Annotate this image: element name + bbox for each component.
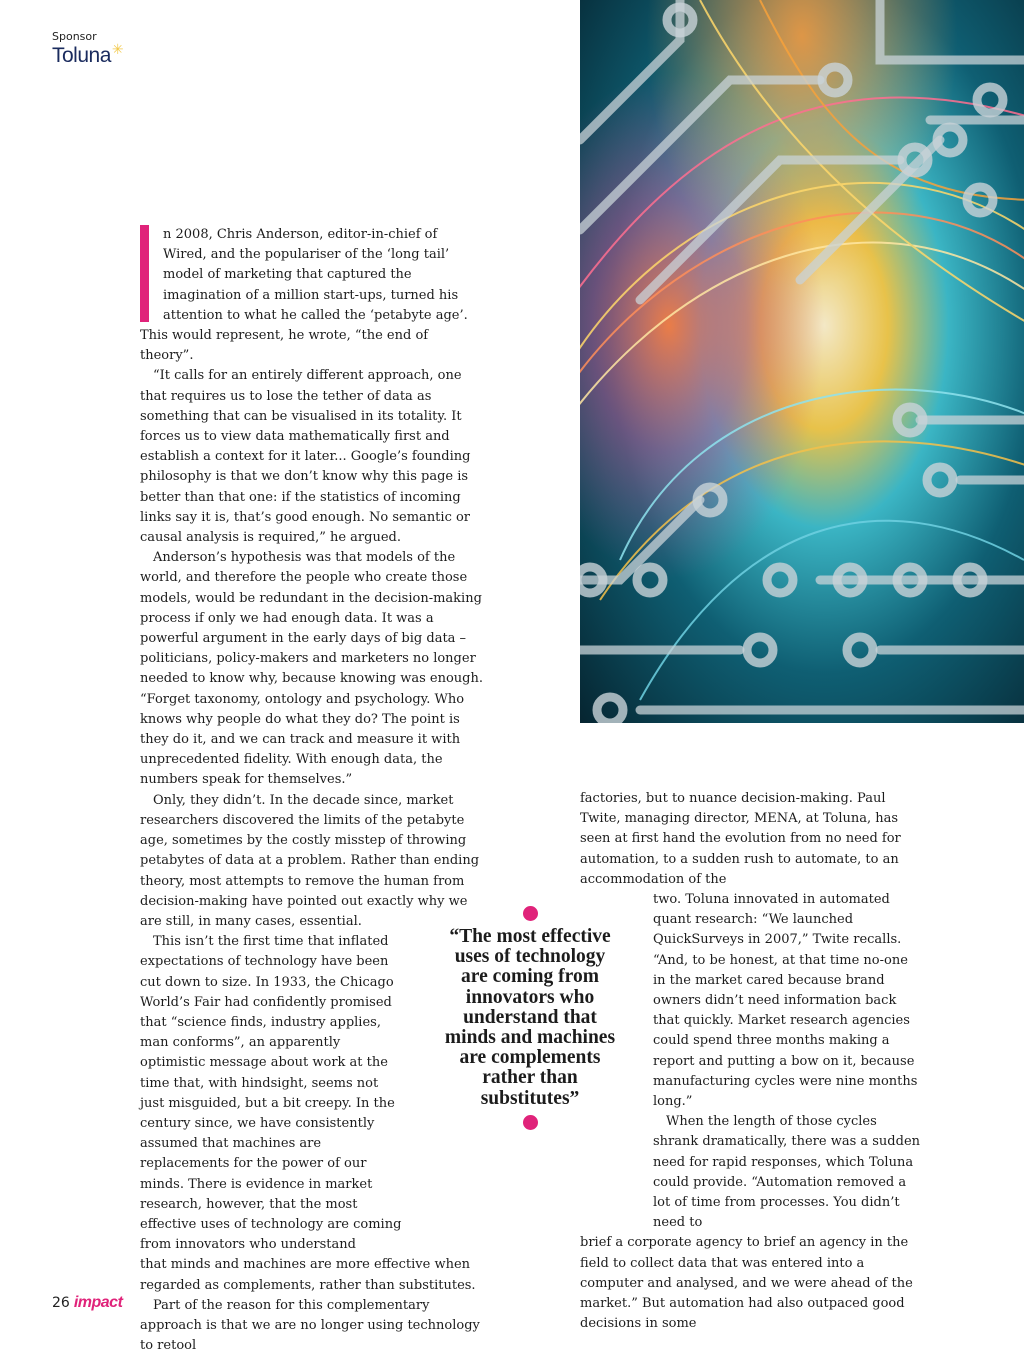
article-paragraph: Only, they didn’t. In the decade since, market researchers discovered the limits of the petabyte age, sometimes by the costly misstep of throwing petabytes of data at a problem. Rather than ending theory, most attempts to remove the human from decision-making have pointed out exactly why we are still, in many cases, essential.	[140, 792, 480, 929]
drop-cap	[140, 225, 149, 322]
magazine-brand: impact	[73, 1294, 123, 1311]
sponsor-logo-text: Toluna	[52, 44, 111, 67]
article-paragraph: Part of the reason for this complementary approach is that we are no longer using technology to retool	[140, 1297, 480, 1354]
article-paragraph: “It calls for an entirely different approach, one that requires us to lose the tether of data as something that can be visualised in its totality. It forces us to view data mathematically first and establish a context for it later... Google’s founding philosophy is that we don’t know why this page is better than that one: if the statistics of incoming links say it is, that’s good enough. No semantic or causal analysis is required,” he argued.	[140, 368, 471, 546]
article-paragraph-indented: When the length of those cycles shrank dramatically, there was a sudden need for rapid responses, which Toluna could provide. “Automation removed a lot of time from processes. You didn’t need to	[653, 1114, 921, 1231]
pull-quote-line: “The most effective	[449, 926, 611, 947]
article-paragraph-indented: two. Toluna innovated in automated quant research: “We launched QuickSurveys in 2007,” Twite recalls. “And, to be honest, at that time no-one in the market cared because brand owners didn’t need information back that quickly. Market research agencies could spend three months making a report and putting a bow on it, because manufacturing cycles were nine months long.”	[653, 892, 918, 1110]
pull-quote-line: are coming from	[461, 966, 599, 988]
article-paragraph-continued: factories, but to nuance decision-making. Paul Twite, managing director, MENA, at Toluna, has seen at first hand the evolution from no need for automation, to a sudden rush to automate, to an accommodation of the	[580, 791, 901, 887]
pull-quote-line: minds and machines	[444, 1027, 616, 1049]
paragraph-text: n 2008, Chris Anderson, editor-in-chief of Wired, and the populariser of the ‘long tail’ model of marketing that captured the imagination of a million start-ups, turned his attention to what he called the ‘petabyte age’. This would represent, he wrote, “the end of theory”.	[140, 227, 468, 364]
pull-quote-top-dot	[523, 906, 538, 921]
article-paragraph-continued: that minds and machines are more effective when regarded as complements, rather than substitutes.	[140, 1257, 476, 1293]
article-column-left	[140, 225, 485, 1356]
page-footer	[52, 1294, 122, 1312]
sponsor-label: Sponsor	[52, 30, 97, 43]
pull-quote-bottom-dot	[523, 1115, 538, 1130]
article-paragraph: Anderson’s hypothesis was that models of the world, and therefore the people who create those models, would be redundant in the decision-making process if only we had enough data. It was a powerful argument in the early days of big data – politicians, policy-makers and marketers no longer needed to know why, because knowing was enough. “Forget taxonomy, ontology and psychology. Who knows why people do what they do? The point is they do it, and we can track and measure it with unprecedented fidelity. With enough data, the numbers speak for themselves.”	[140, 550, 484, 788]
pull-quote-line: are complements	[459, 1047, 601, 1069]
pull-quote-line: substitutes”	[480, 1087, 580, 1109]
article-column-right	[580, 789, 920, 1334]
article-paragraph	[140, 225, 485, 366]
hero-image	[580, 0, 1024, 723]
page-number: 26	[52, 1295, 70, 1311]
sponsor-logo	[52, 41, 124, 68]
sparkle-icon: ✳	[111, 41, 124, 57]
pull-quote-line: uses of technology	[454, 946, 606, 968]
pull-quote-line: innovators who	[465, 986, 595, 1008]
article-paragraph-continued: brief a corporate agency to brief an agency in the field to collect data that was entered into a computer and analysed, and we were ahead of the market.” But automation had also outpaced good decisions in some	[580, 1235, 913, 1332]
pull-quote-line: understand that	[463, 1006, 597, 1028]
article-paragraph-narrow: This isn’t the first time that inflated expectations of technology have been cut down to size. In 1933, the Chicago World’s Fair had confidently promised that “science finds, industry applies, man conforms”, an apparently optimistic message about work at the time that, with hindsight, seems not just misguided, but a bit creepy. In the century since, we have consistently assumed that machines are replacements for the power of our minds. There is evidence in market research, however, that the most effective uses of technology are coming from innovators who understand	[140, 934, 402, 1253]
pull-quote-line: rather than	[482, 1067, 578, 1089]
